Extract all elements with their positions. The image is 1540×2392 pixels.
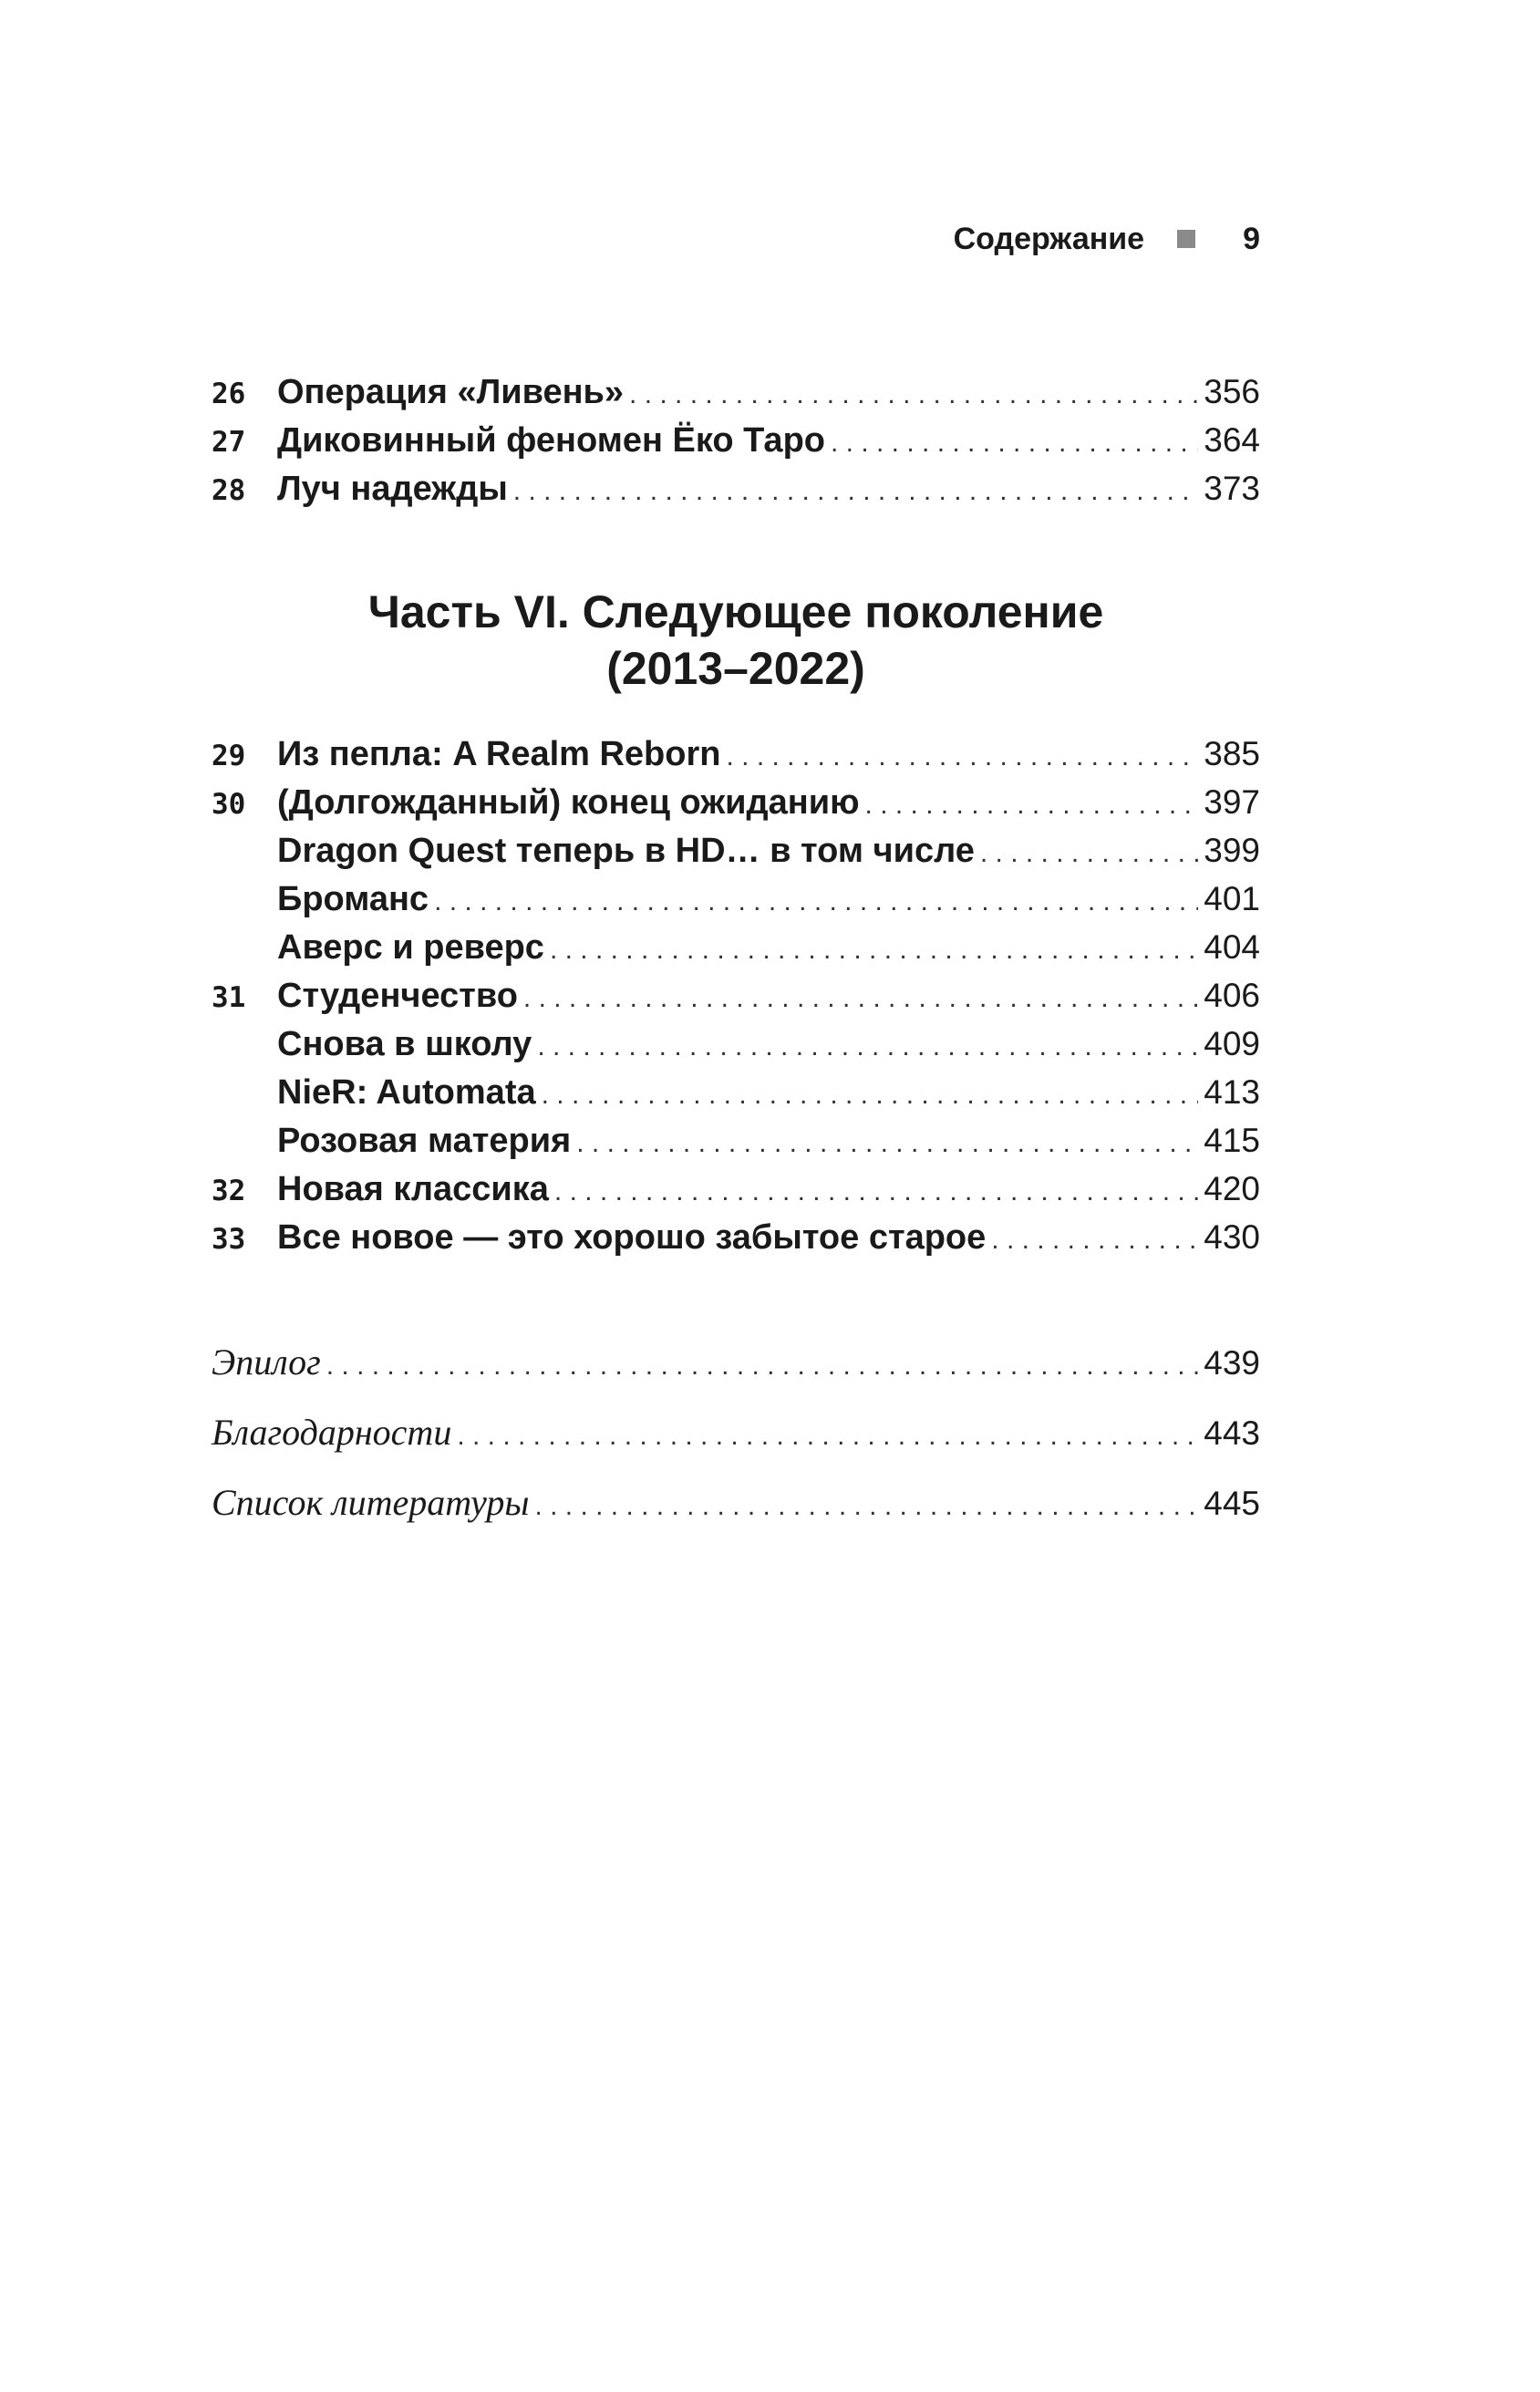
back-matter-entry[interactable] (212, 1467, 1260, 1538)
page-number: 445 (1204, 1485, 1260, 1522)
toc-entry[interactable] (212, 778, 1260, 826)
square-bullet-icon (1177, 230, 1195, 248)
back-matter-title: Благодарности (212, 1412, 452, 1453)
chapter-title: Из пепла: A Realm Reborn (277, 735, 721, 773)
page-number: 415 (1204, 1122, 1260, 1159)
toc-section-top (212, 368, 1260, 513)
toc-subentry[interactable] (212, 923, 1260, 971)
toc-entry[interactable] (212, 730, 1260, 778)
page-number: 356 (1204, 373, 1260, 410)
page-number: 397 (1204, 783, 1260, 821)
page-number: 439 (1204, 1344, 1260, 1382)
section-title: NieR: Automata (277, 1073, 536, 1112)
chapter-number: 29 (212, 740, 246, 772)
section-title: Броманс (277, 880, 429, 918)
chapter-number: 30 (212, 788, 246, 821)
page-number: 430 (1204, 1218, 1260, 1256)
chapter-title: (Долгожданный) конец ожиданию (277, 783, 860, 822)
dot-leader (629, 370, 1198, 419)
dot-leader (434, 877, 1198, 926)
toc-section-part (212, 730, 1260, 1261)
toc-entry[interactable] (212, 1165, 1260, 1213)
chapter-title: Диковинный феномен Ёко Таро (277, 421, 825, 460)
page-number: 443 (1204, 1414, 1260, 1452)
chapter-title: Луч надежды (277, 470, 508, 508)
running-header (912, 217, 1260, 261)
toc-subentry[interactable] (212, 1116, 1260, 1165)
dot-leader (542, 1071, 1199, 1119)
section-title: Снова в школу (277, 1025, 532, 1063)
chapter-number: 27 (212, 426, 246, 459)
toc-subentry[interactable] (212, 1020, 1260, 1068)
chapter-number: 28 (212, 474, 246, 507)
chapter-number: 26 (212, 378, 246, 410)
toc-subentry[interactable] (212, 1068, 1260, 1116)
dot-leader (537, 1022, 1198, 1071)
part-heading-line2: (2013–2022) (606, 643, 865, 694)
toc-entry[interactable] (212, 971, 1260, 1020)
chapter-number: 31 (212, 981, 246, 1014)
dot-leader (727, 732, 1199, 781)
back-matter-title: Список литературы (212, 1482, 530, 1523)
dot-leader (457, 1401, 1198, 1471)
dot-leader (991, 1216, 1198, 1264)
page-number: 404 (1204, 928, 1260, 966)
toc-entry[interactable] (212, 464, 1260, 513)
page-number: 373 (1204, 470, 1260, 507)
dot-leader (865, 781, 1199, 829)
toc-entry[interactable] (212, 368, 1260, 416)
chapter-number: 32 (212, 1175, 246, 1207)
running-header-title: Содержание (953, 221, 1145, 256)
page-number: 385 (1204, 735, 1260, 772)
chapter-title: Все новое — это хорошо забытое старое (277, 1218, 987, 1257)
chapter-title: Новая классика (277, 1170, 549, 1208)
dot-leader (831, 419, 1198, 467)
dot-leader (326, 1331, 1199, 1401)
section-title: Аверс и реверс (277, 928, 544, 967)
page-number: 413 (1204, 1073, 1260, 1111)
dot-leader (576, 1119, 1198, 1167)
dot-leader (980, 829, 1198, 877)
chapter-title: Операция «Ливень» (277, 373, 625, 411)
dot-leader (523, 974, 1198, 1022)
page-number: 399 (1204, 832, 1260, 869)
back-matter-title: Эпилог (212, 1341, 321, 1382)
toc-entry[interactable] (212, 416, 1260, 464)
toc-entry[interactable] (212, 1213, 1260, 1261)
back-matter-entry[interactable] (212, 1327, 1260, 1397)
back-matter-entry[interactable] (212, 1397, 1260, 1467)
chapter-number: 33 (212, 1223, 246, 1256)
chapter-title: Студенчество (277, 977, 518, 1015)
dot-leader (554, 1167, 1198, 1216)
page-number: 409 (1204, 1025, 1260, 1062)
dot-leader (534, 1471, 1198, 1541)
page-number: 406 (1204, 977, 1260, 1014)
page-number: 420 (1204, 1170, 1260, 1207)
page-number: 364 (1204, 421, 1260, 459)
dot-leader (513, 467, 1198, 515)
running-header-page-number: 9 (1243, 221, 1260, 256)
section-title: Розовая материя (277, 1122, 572, 1160)
toc-back-matter (212, 1327, 1260, 1538)
toc-subentry[interactable] (212, 875, 1260, 923)
dot-leader (550, 926, 1198, 974)
page-number: 401 (1204, 880, 1260, 917)
part-heading-line1: Часть VI. Следующее поколение (367, 586, 1104, 637)
toc-subentry[interactable] (212, 826, 1260, 875)
part-heading (212, 584, 1260, 697)
section-title: Dragon Quest теперь в HD… в том числе (277, 832, 975, 870)
